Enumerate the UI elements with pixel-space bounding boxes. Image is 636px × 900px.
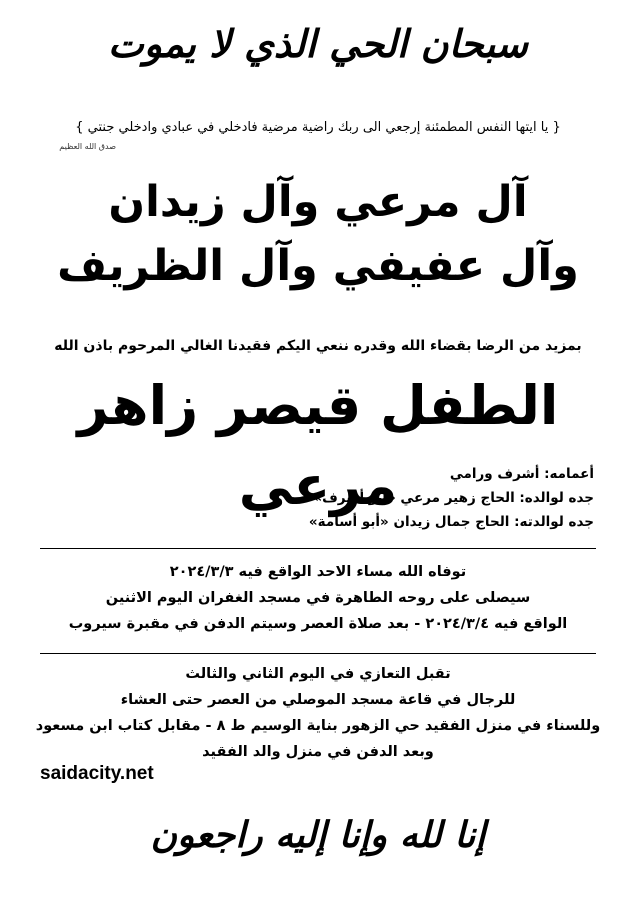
- header-calligraphy: سبحان الحي الذي لا يموت: [107, 21, 529, 66]
- info-line: سيصلى على روحه الطاهرة في مسجد الغفران اليوم الاثنين: [105, 590, 531, 606]
- info-line: للرجال في قاعة مسجد الموصلي من العصر حتى العشاء: [120, 692, 516, 708]
- info-line: وبعد الدفن في منزل والد الفقيد: [202, 744, 434, 760]
- info-line: وللسناء في منزل الفقيد حي الزهور بناية الوسيم ط ٨ - مقابل كتاب ابن مسعود: [35, 718, 601, 734]
- info-line: الواقع فيه ٢٠٢٤/٣/٤ - بعد صلاة العصر وسيتم الدفن في مقبرة سيروب: [68, 616, 568, 632]
- verse-source: صدق الله العظيم: [59, 142, 116, 151]
- divider: [40, 548, 596, 549]
- divider: [40, 653, 596, 654]
- families-line-1: آل مرعي وآل زيدان: [108, 177, 528, 227]
- info-line: تقبل التعازي في اليوم الثاني والثالث: [185, 666, 451, 682]
- announcement-intro: بمزيد من الرضا بقضاء الله وقدره ننعي اليكم فقيدنا الغالي المرحوم باذن الله: [54, 338, 582, 354]
- death-funeral-info: [20, 559, 616, 637]
- relative-line: أعمامه: أشرف ورامي: [449, 466, 594, 482]
- quran-verse: { يا ايتها النفس المطمئنة إرجعي الى ربك راضية مرضية فادخلي في عبادي وادخلي جنتي }: [75, 120, 561, 135]
- families-line-2: وآل عفيفي وآل الظريف: [57, 241, 579, 291]
- deceased-name: الطفل قيصر زاهر مرعي: [77, 374, 559, 517]
- families-heading: [0, 170, 636, 298]
- relative-line: جده لوالدته: الحاج جمال زيدان «أبو أسامة»: [308, 514, 594, 530]
- condolences-info: [20, 661, 616, 765]
- relative-line: جده لوالده: الحاج زهير مرعي «أبو أشرف»: [313, 490, 594, 506]
- info-line: توفاه الله مساء الاحد الواقع فيه ٢٠٢٤/٣/٣: [169, 564, 467, 580]
- relatives-list: [54, 462, 594, 534]
- website-watermark: saidacity.net: [40, 763, 154, 784]
- footer-calligraphy: إنا لله وإنا إليه راجعون: [150, 814, 486, 856]
